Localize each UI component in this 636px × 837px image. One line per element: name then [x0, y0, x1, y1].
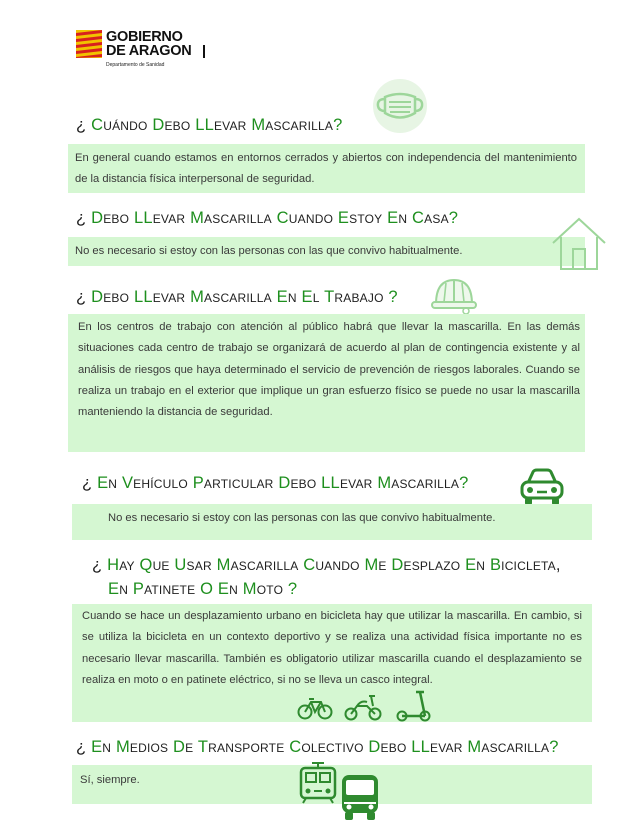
tram-icon	[298, 762, 338, 804]
face-mask-icon	[371, 80, 429, 132]
house-icon	[551, 215, 607, 271]
question-work: ¿ Debo LLevar Mascarilla En El Trabajo ?	[76, 288, 398, 306]
answer-text-2: No es necesario si estoy con las personas con las que convivo habitualmente.	[75, 245, 463, 257]
logo-divider	[203, 45, 205, 58]
department-label: Departamento de Sanidad	[106, 62, 165, 68]
question-vehicle: ¿ En Vehículo Particular Debo LLevar Mascarilla?	[82, 474, 469, 492]
aragon-flag-icon	[76, 30, 102, 58]
answer-text-6: Sí, siempre.	[80, 774, 140, 786]
gobierno-aragon-logo	[76, 28, 216, 78]
question-home: ¿ Debo LLevar Mascarilla Cuando Estoy En Casa?	[76, 209, 459, 227]
motorbike-icon	[343, 693, 383, 721]
question-when-mask: ¿ Cuándo Debo LLevar Mascarilla?	[76, 116, 343, 134]
question-public-transport: ¿ En Medios De Transporte Colectivo Debo LLevar Mascarilla?	[76, 738, 559, 756]
hard-hat-icon	[430, 274, 478, 314]
car-icon	[518, 467, 566, 509]
logo-text-line2: DE ARAGON	[106, 43, 192, 59]
answer-text-1: En general cuando estamos en entornos cerrados y abiertos con independencia del mantenimiento de la distancia física interpersonal de seguridad.	[75, 152, 577, 186]
question-bicycle-line2: En Patinete O En Moto ?	[108, 580, 298, 598]
question-bicycle-line1: ¿ Hay Que Usar Mascarilla Cuando Me Desplazo En Bicicleta,	[92, 556, 561, 574]
logo-text-line1: GOBIERNO	[106, 29, 183, 45]
answer-text-3: En los centros de trabajo con atención al público habrá que llevar la mascarilla. En las demás situaciones cada centro de trabajo se organizará de acuerdo al plan de contingencia existente y al análisis de riesgos que haya determinado el servicio de prevención de riesgos laborales. Cuando se realiza un trabajo en el exterior que implique un gran esfuerzo físico se puede no usar la mascarilla manteniendo la distancia de seguridad.	[78, 321, 580, 419]
bicycle-icon	[297, 696, 333, 720]
answer-text-5: Cuando se hace un desplazamiento urbano en bicicleta hay que utilizar la mascarilla. En cambio, si se utiliza la bicicleta en un contexto deportivo y se realiza una actividad física importante no es necesario llevar mascarilla. También es obligatorio utilizar mascarilla cuando el desplazamiento se realiza en moto o en patinete eléctrico, si no se lleva un casco integral.	[82, 610, 582, 686]
scooter-icon	[396, 690, 430, 722]
answer-text-4: No es necesario si estoy con las personas con las que convivo habitualmente.	[108, 512, 496, 524]
bus-icon	[340, 775, 380, 821]
